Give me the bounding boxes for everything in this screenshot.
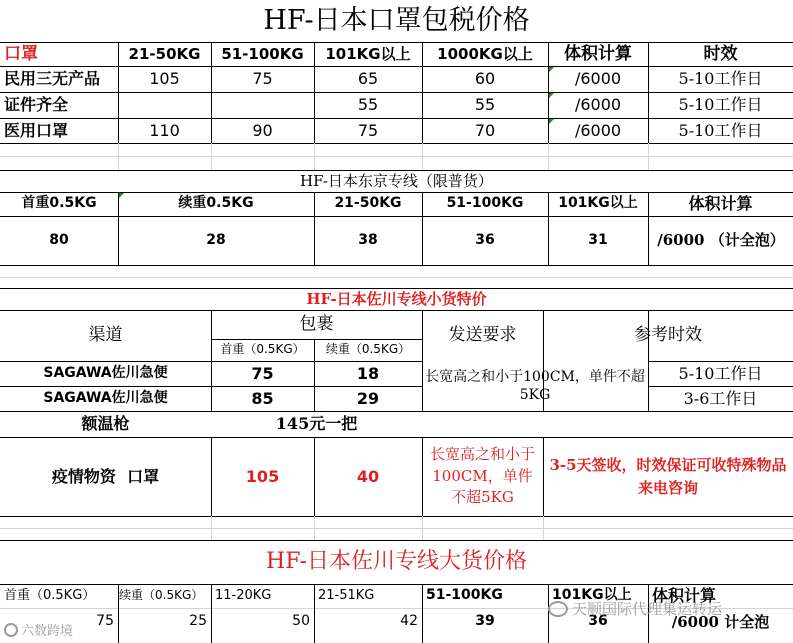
price-cell bbox=[211, 92, 314, 118]
price-cell: 110 bbox=[149, 120, 180, 140]
wechat-icon bbox=[548, 601, 568, 617]
epidemic-note-cell: 3-5天签收，时效保证可收特殊物品来电咨询 bbox=[549, 456, 787, 497]
table1-header-volume: 体积计算 bbox=[564, 43, 632, 64]
watermark-left-text: 六数跨境 bbox=[21, 624, 74, 639]
epidemic-extra-price: 40 bbox=[356, 466, 380, 486]
time-cell: 5-10工作日 bbox=[678, 95, 763, 115]
table4-header-extra-weight: 续重（0.5KG） bbox=[119, 588, 204, 603]
shipping-req-header: 发送要求 bbox=[448, 325, 517, 346]
watermark-right bbox=[548, 598, 722, 619]
table4-header-11-20kg: 11-20KG bbox=[215, 587, 272, 603]
time-cell: 3-6工作日 bbox=[683, 388, 758, 408]
channel-cell: SAGAWA佐川急便 bbox=[43, 389, 168, 406]
table1-header-1000kg-plus: 1000KG以上 bbox=[437, 44, 533, 63]
ref-time-header: 参考时效 bbox=[634, 325, 702, 346]
price-cell: 18 bbox=[356, 363, 380, 383]
volume-cell: /6000 bbox=[574, 95, 622, 115]
price-cell: 55 bbox=[357, 95, 379, 115]
table2-header-first-weight: 首重0.5KG bbox=[21, 195, 97, 212]
price-cell: 75 bbox=[251, 363, 274, 383]
price-cell: 25 bbox=[189, 613, 207, 630]
table2-header-volume: 体积计算 bbox=[688, 194, 753, 214]
package-header: 包裹 bbox=[299, 314, 334, 335]
table2-title: HF-日本东京专线（限普货） bbox=[300, 171, 493, 190]
price-cell: 75 bbox=[96, 613, 114, 630]
table4-title: HF-日本佐川专线大货价格 bbox=[266, 548, 527, 574]
table1-header-21-50kg: 21-50KG bbox=[128, 44, 201, 63]
table2-header-extra-weight: 续重0.5KG bbox=[178, 195, 254, 212]
epidemic-req-cell: 长宽高之和小于100CM，单件不超5KG bbox=[429, 444, 535, 507]
price-cell: 85 bbox=[251, 388, 274, 408]
price-cell: 28 bbox=[206, 231, 226, 248]
price-cell: 42 bbox=[400, 613, 418, 630]
price-cell: 105 bbox=[149, 69, 180, 89]
price-cell: 90 bbox=[252, 120, 273, 140]
channel-header: 渠道 bbox=[88, 325, 123, 346]
table2-header-21-50kg: 21-50KG bbox=[334, 195, 402, 212]
volume-cell: /6000 （计全泡） bbox=[657, 231, 785, 250]
extra-weight-header: 续重（0.5KG） bbox=[325, 342, 411, 357]
price-cell: 29 bbox=[356, 388, 380, 408]
volume-cell: /6000 计全泡 bbox=[671, 612, 770, 631]
row-label: 民用三无产品 bbox=[4, 69, 101, 89]
price-cell: 60 bbox=[474, 69, 496, 89]
shipping-req-cell: 长宽高之和小于100CM，单件不超5KG bbox=[425, 368, 645, 403]
table1-header-51-100kg: 51-100KG bbox=[221, 44, 304, 63]
price-cell: 75 bbox=[357, 120, 379, 140]
row-label: 医用口罩 bbox=[4, 120, 69, 140]
table2-header-101kg-plus: 101KG以上 bbox=[558, 195, 638, 212]
table1-title: HF-日本口罩包税价格 bbox=[263, 5, 530, 37]
volume-cell: /6000 bbox=[574, 69, 622, 89]
watermark-right-text: 天顺国际代理集运转运 bbox=[572, 600, 723, 618]
table1-header-time: 时效 bbox=[703, 43, 738, 64]
watermark-left bbox=[4, 620, 73, 639]
price-cell: 50 bbox=[292, 613, 310, 630]
thermometer-price: 145元一把 bbox=[275, 414, 358, 434]
price-cell: 70 bbox=[474, 120, 496, 140]
epidemic-first-price: 105 bbox=[245, 466, 280, 486]
first-weight-header: 首重（0.5KG） bbox=[220, 342, 305, 357]
thermometer-label: 额温枪 bbox=[81, 414, 130, 434]
price-cell: 75 bbox=[252, 69, 273, 89]
epidemic-label: 疫情物资 口罩 bbox=[51, 466, 160, 486]
volume-cell: /6000 bbox=[574, 120, 622, 140]
table1-header-101kg-plus: 101KG以上 bbox=[325, 44, 411, 63]
time-cell: 5-10工作日 bbox=[678, 69, 763, 89]
table4-header-101kg-plus: 101KG以上 bbox=[552, 587, 632, 604]
table4-header-first-weight: 首重（0.5KG） bbox=[4, 587, 96, 603]
table4-header-51-100kg: 51-100KG bbox=[426, 587, 503, 604]
time-cell: 5-10工作日 bbox=[678, 363, 763, 383]
price-cell: 55 bbox=[474, 95, 496, 115]
price-cell: 36 bbox=[588, 613, 608, 630]
price-cell: 39 bbox=[475, 613, 495, 630]
price-cell: 80 bbox=[49, 231, 69, 248]
price-cell: 31 bbox=[588, 231, 608, 248]
watermark-logo-icon bbox=[4, 623, 18, 637]
price-cell: 65 bbox=[357, 69, 379, 89]
table4-header-volume: 体积计算 bbox=[652, 586, 717, 606]
price-cell: 36 bbox=[475, 231, 495, 248]
row-label: 证件齐全 bbox=[4, 95, 69, 115]
channel-cell: SAGAWA佐川急便 bbox=[43, 364, 168, 381]
table1-header-mask: 口罩 bbox=[4, 43, 38, 64]
table4-header-21-51kg: 21-51KG bbox=[318, 587, 375, 603]
price-cell: 38 bbox=[358, 231, 378, 248]
table3-title: HF-日本佐川专线小货特价 bbox=[306, 289, 487, 308]
time-cell: 5-10工作日 bbox=[678, 120, 763, 140]
price-cell bbox=[118, 92, 211, 118]
table2-header-51-100kg: 51-100KG bbox=[446, 195, 524, 212]
